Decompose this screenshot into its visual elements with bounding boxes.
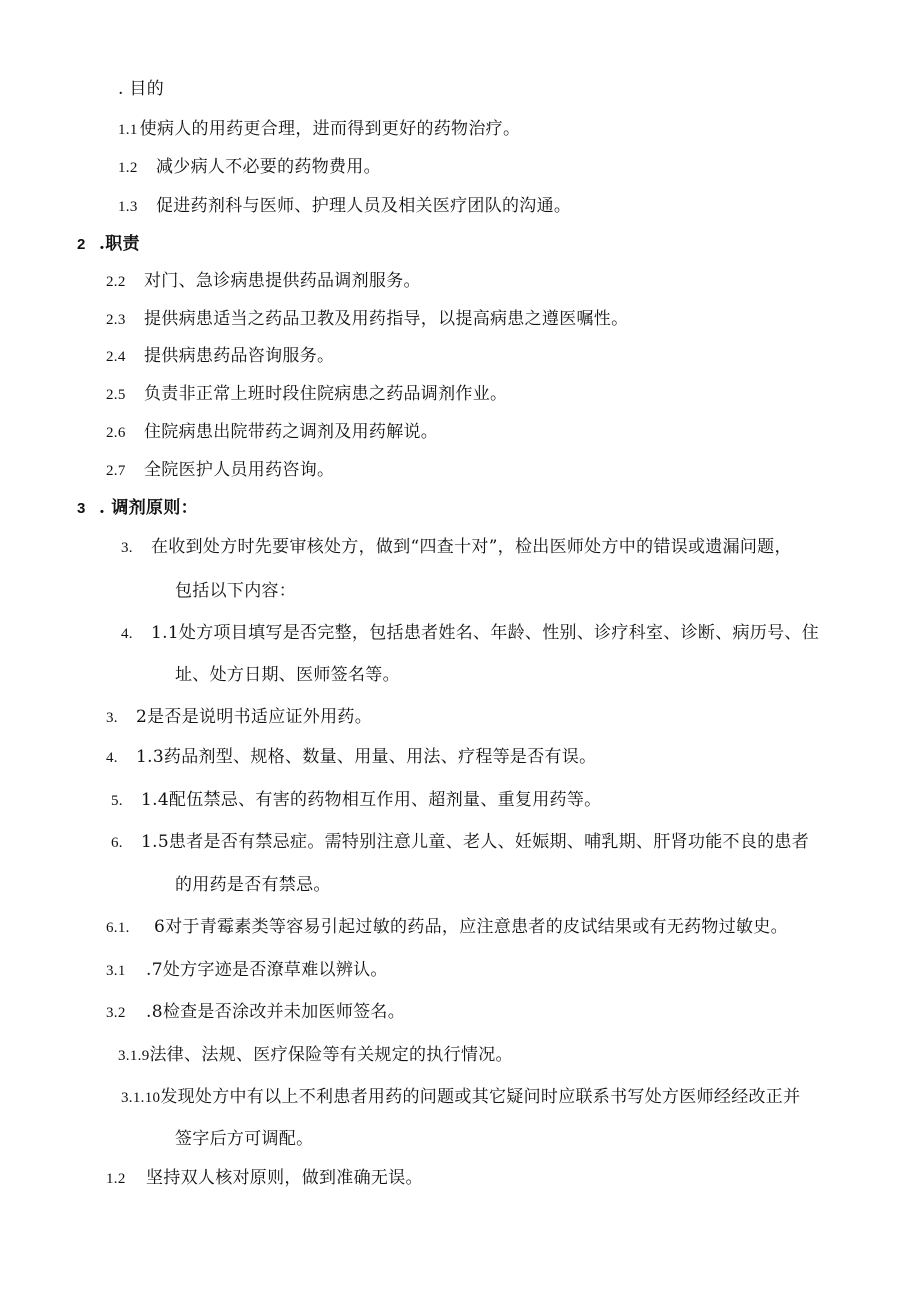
section-2-title: 2 .职责 <box>77 234 140 254</box>
list-item: 3.1 .7处方字迹是否潦草难以辨认。 <box>106 960 388 980</box>
list-item: 3.1.9法律、法规、医疗保险等有关规定的执行情况。 <box>118 1045 513 1065</box>
section-3-title: 3 . 调剂原则： <box>77 498 198 518</box>
list-item-continuation: 址、处方日期、医师签名等。 <box>175 665 400 685</box>
list-item: 2.3 提供病患适当之药品卫教及用药指导，以提高病患之遵医嘱性。 <box>106 309 629 329</box>
list-item: 4. 1.1处方项目填写是否完整，包括患者姓名、年龄、性别、诊疗科室、诊断、病历号、住 <box>121 623 820 643</box>
list-item: 3.2 .8检查是否涂改并未加医师签名。 <box>106 1002 406 1022</box>
list-item: 2.7 全院医护人员用药咨询。 <box>106 460 335 480</box>
list-item: 5. 1.4配伍禁忌、有害的药物相互作用、超剂量、重复用药等。 <box>111 790 602 810</box>
list-item: 1.3 促进药剂科与医师、护理人员及相关医疗团队的沟通。 <box>118 196 572 216</box>
list-item: 2.5 负责非正常上班时段住院病患之药品调剂作业。 <box>106 384 508 404</box>
list-item: 3. 2是否是说明书适应证外用药。 <box>106 707 373 727</box>
list-item: 1.1 使病人的用药更合理，进而得到更好的药物治疗。 <box>118 119 521 139</box>
list-item: 4. 1.3药品剂型、规格、数量、用量、用法、疗程等是否有误。 <box>106 747 597 767</box>
list-item: 1.2 坚持双人核对原则，做到准确无误。 <box>106 1168 423 1188</box>
list-item: 2.2 对门、急诊病患提供药品调剂服务。 <box>106 271 421 291</box>
list-item: 6.1. 6对于青霉素类等容易引起过敏的药品，应注意患者的皮试结果或有无药物过敏史。 <box>106 917 788 937</box>
list-item-continuation: 签字后方可调配。 <box>175 1129 314 1149</box>
list-item: 6. 1.5患者是否有禁忌症。需特别注意儿童、老人、妊娠期、哺乳期、肝肾功能不良的患者 <box>111 832 810 852</box>
list-item-continuation: 包括以下内容： <box>175 581 297 601</box>
list-item-continuation: 的用药是否有禁忌。 <box>175 875 331 895</box>
list-item: 2.4 提供病患药品咨询服务。 <box>106 346 335 366</box>
section-1-title: . 目的 <box>118 79 165 99</box>
list-item: 3. 在收到处方时先要审核处方，做到“四查十对”，检出医师处方中的错误或遗漏问题， <box>121 537 792 557</box>
list-item: 3.1.10发现处方中有以上不利患者用药的问题或其它疑问时应联系书写处方医师经经改正并 <box>121 1087 801 1107</box>
list-item: 1.2 减少病人不必要的药物费用。 <box>118 157 381 177</box>
list-item: 2.6 住院病患出院带药之调剂及用药解说。 <box>106 422 439 442</box>
